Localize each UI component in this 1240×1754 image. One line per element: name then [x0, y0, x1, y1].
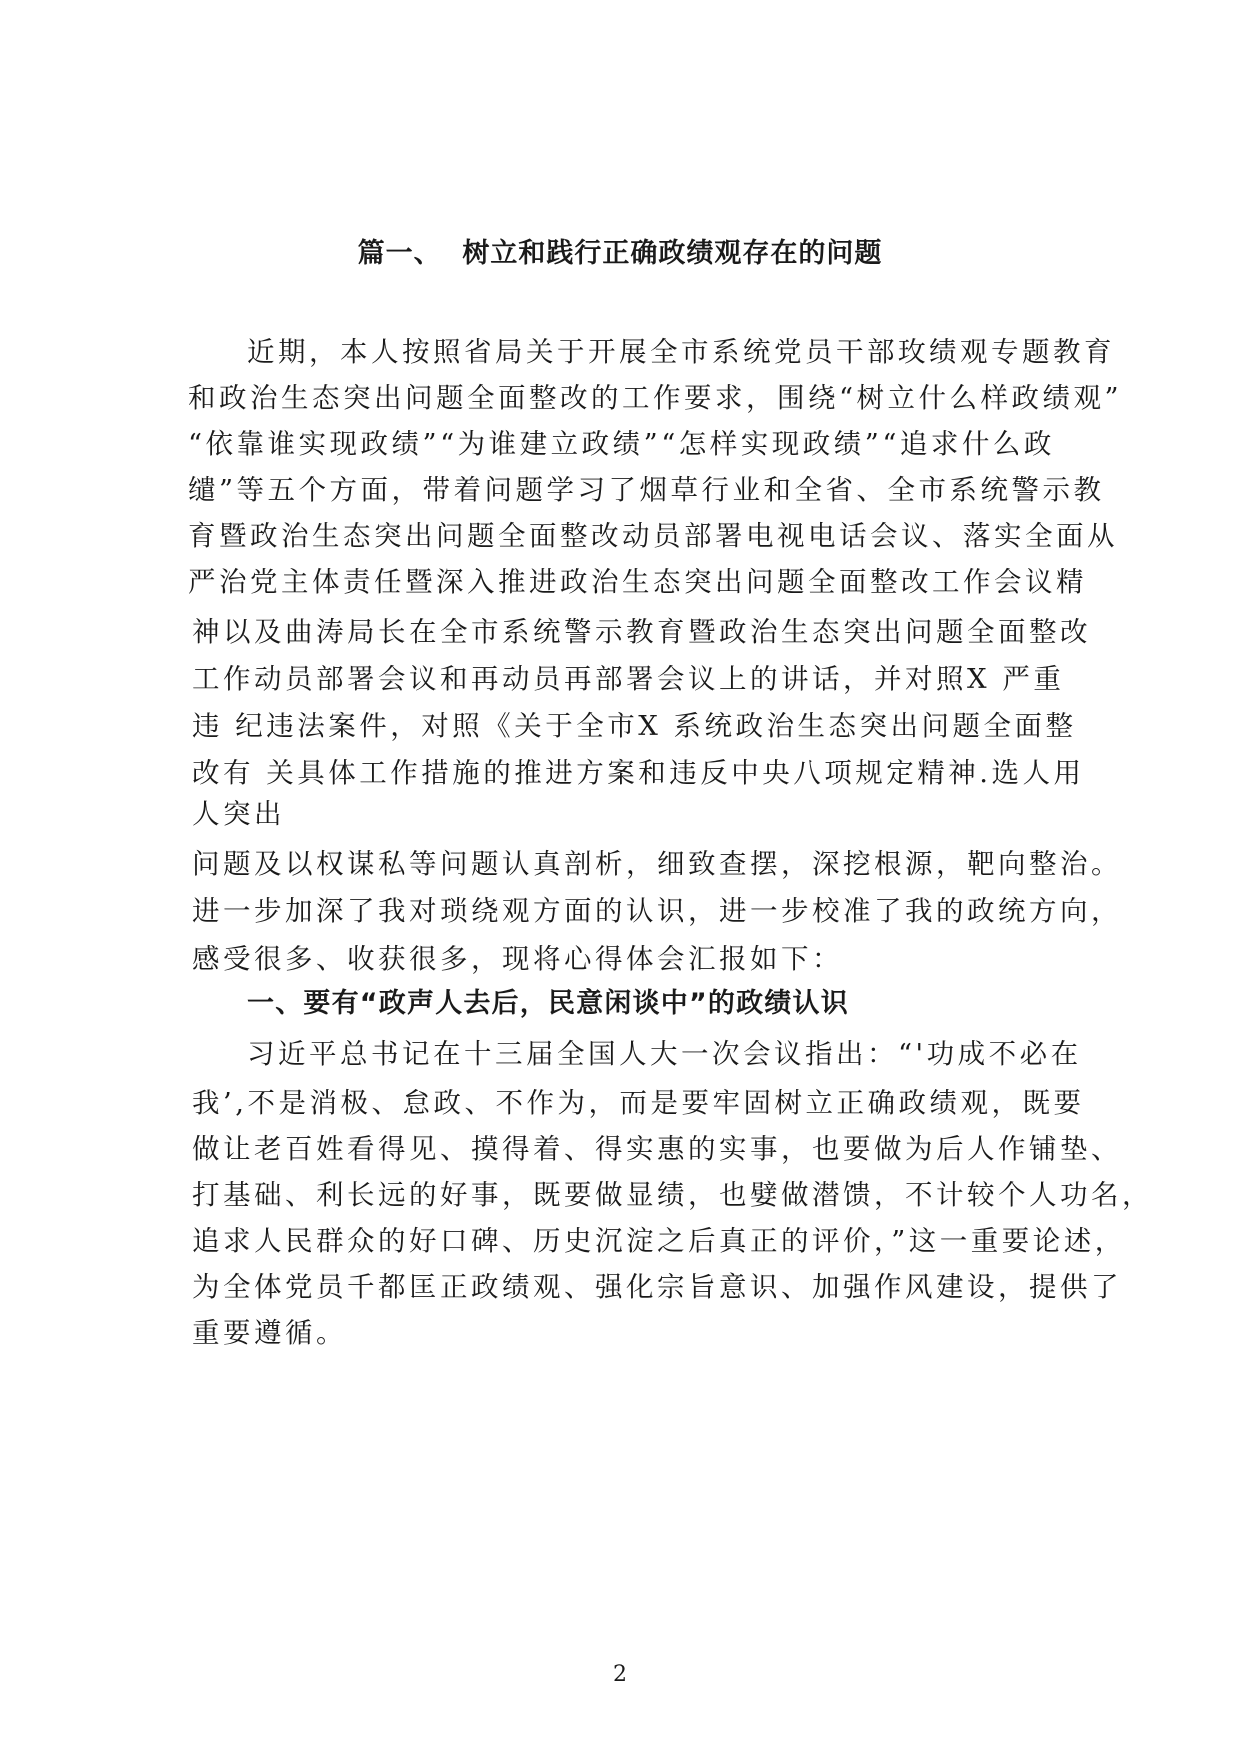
- body-line-10: 改有 关具体工作措施的推进方案和违反中央八项规定精神.选人用: [192, 757, 1085, 789]
- body-line-2: 和政治生态突出问题全面整改的工作要求，围绕“树立什么样政绩观”: [188, 382, 1123, 414]
- section-line-2: 我’,不是消极、怠政、不作为，而是要牢固树立正确政绩观，既要: [192, 1087, 1085, 1119]
- body-line-7: 神以及曲涛局长在全市系统警示教育暨政治生态突出问题全面整改: [192, 616, 1091, 648]
- section-heading-1: 一、要有“政声人去后，民意闲谈中”的政绩认识: [247, 988, 849, 1019]
- body-line-12: 问题及以权谋私等问题认真剖析，细致查摆，深挖根源，靶向整治。: [192, 848, 1122, 880]
- section-line-3: 做让老百姓看得见、摸得着、得实惠的实事，也要做为后人作铺垫、: [192, 1133, 1122, 1165]
- section-line-5: 追求人民群众的好口碑、历史沉淀之后真正的评价，”这一重要论述，: [192, 1225, 1126, 1257]
- body-line-14: 感受很多、收获很多，现将心得体会汇报如下：: [192, 943, 843, 975]
- body-line-8: 工作动员部署会议和再动员再部署会议上的讲话，并对照X 严重: [192, 663, 1065, 695]
- body-line-6: 严治党主体责任暨深入推进政治生态突出问题全面整改工作会议精: [188, 566, 1087, 598]
- section-line-4: 打基础、利长远的好事，既要做显绩，也嬖做潜馈，不计较个人功名，: [192, 1179, 1153, 1211]
- body-line-11: 人突出: [192, 798, 285, 830]
- body-line-1: 近期，本人按照省局关于开展全市系统党员干部玫绩观专题教育: [247, 336, 1115, 368]
- body-line-13: 进一步加深了我对琐绕观方面的认识，进一步校准了我的政统方向，: [192, 895, 1122, 927]
- body-line-9: 违 纪违法案件，对照《关于全市X 系统政治生态突出问题全面整: [192, 710, 1077, 742]
- document-title: 篇一、 树立和践行正确政绩观存在的问题: [357, 238, 883, 269]
- section-line-6: 为全体党员千都匡正政绩观、强化宗旨意识、加强作风建设，提供了: [192, 1271, 1122, 1303]
- body-line-3: “依靠谁实现政绩”“为谁建立政绩”“怎样实现政绩”“追求什么政: [188, 428, 1055, 460]
- body-line-5: 育暨政治生态突出问题全面整改动员部署电视电话会议、落实全面从: [188, 520, 1118, 552]
- page-number: 2: [613, 1662, 627, 1687]
- section-line-7: 重要遵循。: [192, 1317, 347, 1349]
- section-line-1: 习近平总书记在十三届全国人大一次会议指出：“'功成不必在: [247, 1038, 1082, 1070]
- body-line-4: 缱”等五个方面，带着问题学习了烟草行业和全省、全市系统警示教: [188, 474, 1105, 506]
